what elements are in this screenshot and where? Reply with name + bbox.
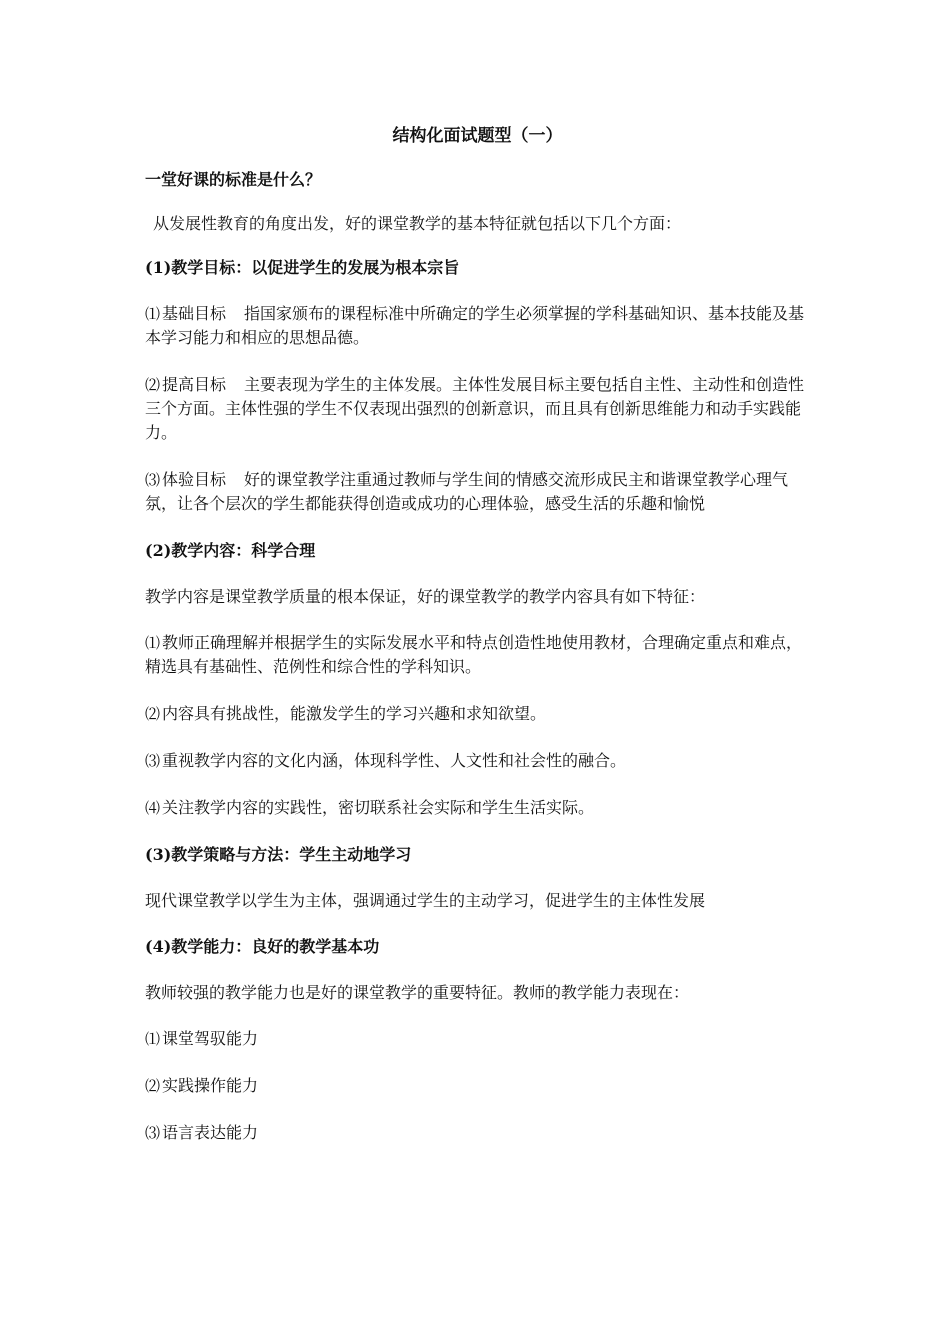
item-text: 教师正确理解并根据学生的实际发展水平和特点创造性地使用教材，合理确定重点和难点，精选具有基础性、范例性和综合性的学科知识。 bbox=[145, 633, 803, 676]
section-lead: 教师较强的教学能力也是好的课堂教学的重要特征。教师的教学能力表现在： bbox=[145, 983, 690, 1002]
item-text: 课堂驾驭能力 bbox=[162, 1029, 259, 1048]
item-text: 好的课堂教学注重通过教师与学生间的情感交流形成民主和谐课堂教学心理气氛，让各个层次的学生都能获得创造或成功的心理体验，感受生活的乐趣和愉悦 bbox=[145, 470, 789, 513]
section-heading-goals: (1)教学目标：以促进学生的发展为根本宗旨 bbox=[145, 258, 460, 277]
section-lead: 现代课堂教学以学生为主体，强调通过学生的主动学习，促进学生的主体性发展 bbox=[145, 891, 706, 910]
list-item bbox=[145, 1121, 810, 1145]
item-text: 内容具有挑战性，能激发学生的学习兴趣和求知欲望。 bbox=[162, 704, 547, 723]
item-number: ⑵ bbox=[145, 376, 161, 394]
list-item bbox=[145, 1027, 810, 1051]
intro-paragraph: 从发展性教育的角度出发，好的课堂教学的基本特征就包括以下几个方面： bbox=[153, 214, 682, 233]
section-heading-ability: (4)教学能力：良好的教学基本功 bbox=[145, 937, 380, 956]
item-number: ⑵ bbox=[145, 705, 161, 723]
list-item bbox=[145, 702, 810, 726]
item-text: 关注教学内容的实践性，密切联系社会实际和学生生活实际。 bbox=[162, 798, 595, 817]
item-number: ⑵ bbox=[145, 1077, 161, 1095]
document-body bbox=[145, 122, 810, 1168]
item-number: ⑴ bbox=[145, 305, 161, 323]
list-item bbox=[145, 749, 810, 773]
list-item bbox=[145, 373, 810, 445]
item-text: 重视教学内容的文化内涵，体现科学性、人文性和社会性的融合。 bbox=[162, 751, 627, 770]
item-number: ⑷ bbox=[145, 799, 161, 817]
question-heading: 一堂好课的标准是什么？ bbox=[145, 170, 322, 189]
item-number: ⑶ bbox=[145, 471, 161, 489]
document-title: 结构化面试题型（一） bbox=[392, 126, 563, 146]
list-item bbox=[145, 1074, 810, 1098]
list-item bbox=[145, 631, 810, 679]
section-lead: 教学内容是课堂教学质量的根本保证，好的课堂教学的教学内容具有如下特征： bbox=[145, 587, 706, 606]
item-label: 基础目标 bbox=[162, 304, 227, 323]
item-label: 提高目标 bbox=[162, 375, 227, 394]
item-text: 实践操作能力 bbox=[162, 1076, 259, 1095]
list-item bbox=[145, 796, 810, 820]
item-number: ⑴ bbox=[145, 1030, 161, 1048]
section-heading-content: (2)教学内容：科学合理 bbox=[145, 541, 316, 560]
item-text: 指国家颁布的课程标准中所确定的学生必须掌握的学科基础知识、基本技能及基本学习能力和相应的思想品德。 bbox=[145, 304, 805, 347]
list-item bbox=[145, 468, 810, 516]
item-number: ⑴ bbox=[145, 634, 161, 652]
list-item bbox=[145, 302, 810, 350]
item-text: 语言表达能力 bbox=[162, 1123, 259, 1142]
item-text: 主要表现为学生的主体发展。主体性发展目标主要包括自主性、主动性和创造性三个方面。主体性强的学生不仅表现出强烈的创新意识，而且具有创新思维能力和动手实践能力。 bbox=[145, 375, 805, 442]
item-number: ⑶ bbox=[145, 1124, 161, 1142]
item-number: ⑶ bbox=[145, 752, 161, 770]
section-heading-strategy: (3)教学策略与方法：学生主动地学习 bbox=[145, 845, 412, 864]
item-label: 体验目标 bbox=[162, 470, 227, 489]
